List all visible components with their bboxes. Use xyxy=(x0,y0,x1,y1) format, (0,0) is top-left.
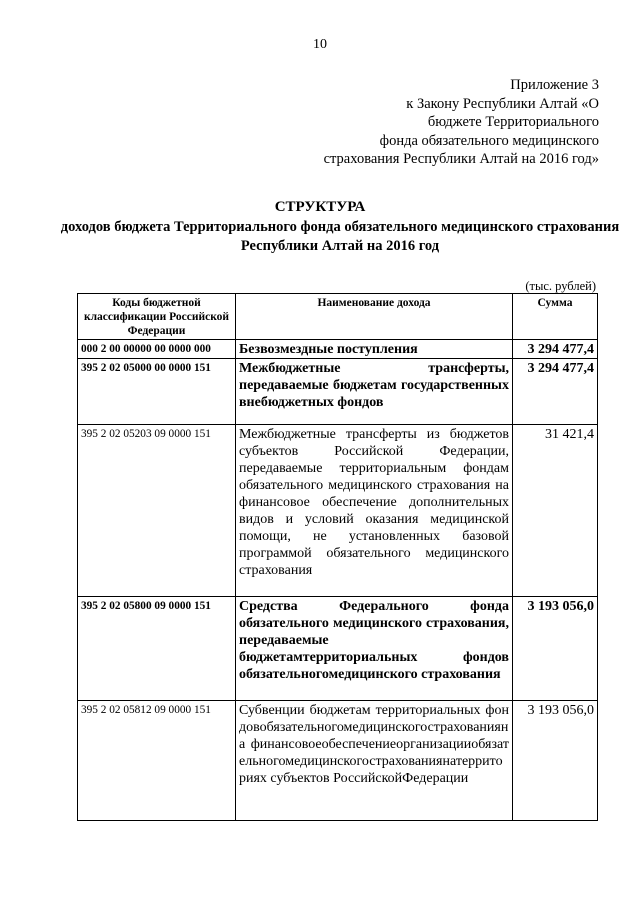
row-sum: 3 193 056,0 xyxy=(513,597,598,701)
appendix-line: бюджете Территориального xyxy=(427,114,599,130)
row-code: 000 2 00 00000 00 0000 000 xyxy=(78,340,236,359)
revenue-table xyxy=(77,293,598,821)
row-code: 395 2 02 05000 00 0000 151 xyxy=(78,359,236,425)
table-header-row xyxy=(78,294,598,340)
row-name: Межбюджетные трансферты из бюджетов субъектов Российской Федерации, передаваемые территориальным фондам обязательного медицинского страхования на финансовое обеспечение дополнительных видов и условий оказания медицинской помощи, не установленных базовой программой обязательного медицинского страхования xyxy=(236,425,513,597)
row-code: 395 2 02 05203 09 0000 151 xyxy=(78,425,236,597)
table-row xyxy=(78,359,598,425)
table-row xyxy=(78,701,598,821)
appendix-line: к Закону Республики Алтай «О xyxy=(406,95,599,112)
table-row xyxy=(78,340,598,359)
page-number: 10 xyxy=(313,37,327,52)
appendix-line: Приложение 3 xyxy=(510,77,599,93)
row-sum: 3 193 056,0 xyxy=(513,701,598,821)
row-sum: 3 294 477,4 xyxy=(513,340,598,359)
row-code: 395 2 02 05800 09 0000 151 xyxy=(78,597,236,701)
header-code: Коды бюджетной классификации Российской Федерации xyxy=(78,294,236,340)
document-subheading: доходов бюджета Территориального фонда обязательного медицинского страхования Республики Алтай на 2016 год xyxy=(60,219,620,254)
appendix-line: фонда обязательного медицинского xyxy=(379,132,599,149)
header-sum: Сумма xyxy=(513,294,598,340)
header-name: Наименование дохода xyxy=(236,294,513,340)
table-row xyxy=(78,425,598,597)
row-name: Межбюджетные трансферты, передаваемые бюджетам государственных внебюджетных фондов xyxy=(236,359,513,425)
appendix-note xyxy=(269,76,599,169)
document-heading: СТРУКТУРА xyxy=(274,199,366,215)
row-code: 395 2 02 05812 09 0000 151 xyxy=(78,701,236,821)
appendix-line: страхования Республики Алтай на 2016 год» xyxy=(323,151,599,167)
row-name: Средства Федерального фонда обязательного медицинского страхования, передаваемые бюджетамтерриториальных фондов обязательногомедицинского страхования xyxy=(236,597,513,701)
row-name xyxy=(236,701,513,821)
table-row xyxy=(78,597,598,701)
row-sum: 3 294 477,4 xyxy=(513,359,598,425)
row-name-text: Субвенции бюджетам территориальных фондовобязательногомедицинскогострахованияна финансовоеобеспечениеорганизацииобязательногомедицинскогострахованиянатерриториях субъектов РоссийскойФедерации xyxy=(239,703,509,786)
units-note: (тыс. рублей) xyxy=(525,279,596,293)
row-sum: 31 421,4 xyxy=(513,425,598,597)
row-name: Безвозмездные поступления xyxy=(236,340,513,359)
